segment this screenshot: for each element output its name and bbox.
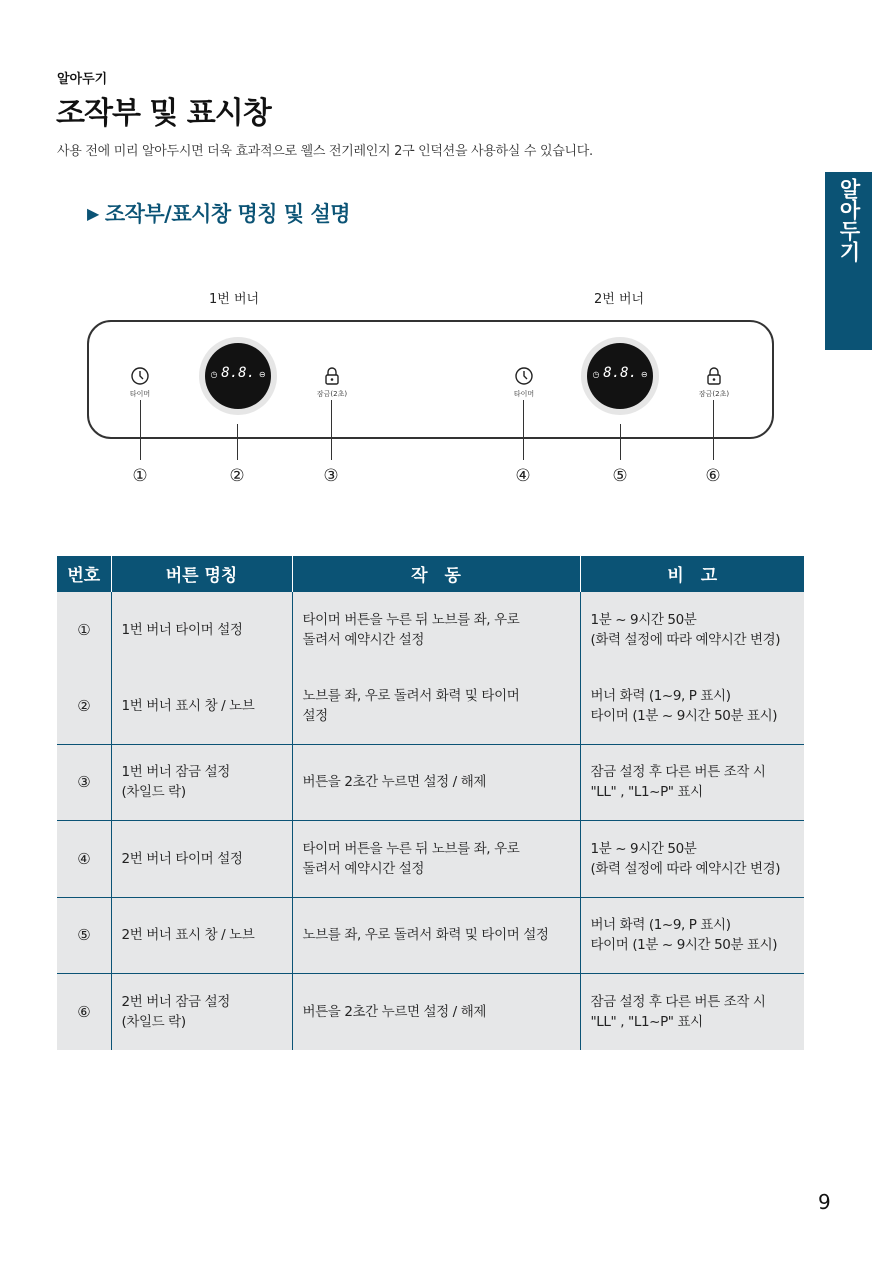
row-number: ⑥ xyxy=(57,974,111,1051)
header-note: 비 고 xyxy=(580,556,804,591)
row-name: 2번 버너 표시 창 / 노브 xyxy=(111,897,292,974)
control-panel-diagram xyxy=(87,320,774,439)
row-action: 타이머 버튼을 누른 뒤 노브를 좌, 우로 돌려서 예약시간 설정 xyxy=(292,821,580,898)
table-row xyxy=(57,668,804,745)
marker-6: ⑥ xyxy=(705,466,721,486)
display-digits: 8.8. xyxy=(603,365,637,381)
leader-line xyxy=(237,424,238,460)
row-name: 1번 버너 잠금 설정 (차일드 락) xyxy=(111,744,292,821)
row-note: 버너 화력 (1~9, P 표시) 타이머 (1분 ~ 9시간 50분 표시) xyxy=(580,897,804,974)
row-number: ③ xyxy=(57,744,111,821)
marker-3: ③ xyxy=(323,466,339,486)
table-row xyxy=(57,744,804,821)
triangle-bullet-icon: ▶ xyxy=(87,204,99,223)
row-action: 노브를 좌, 우로 돌려서 화력 및 타이머 설정 xyxy=(292,668,580,745)
display-clock-icon: ◷ xyxy=(592,370,600,379)
row-name: 2번 버너 잠금 설정 (차일드 락) xyxy=(111,974,292,1051)
table-row xyxy=(57,974,804,1051)
section-kicker: 알아두기 xyxy=(57,72,108,87)
row-action: 버튼을 2초간 누르면 설정 / 해제 xyxy=(292,744,580,821)
lock-icon xyxy=(703,365,725,387)
marker-2: ② xyxy=(229,466,245,486)
leader-line xyxy=(140,400,141,460)
burner-2-label: 2번 버너 xyxy=(594,292,645,307)
display-lock-icon: ⊖ xyxy=(258,370,266,379)
timer-clock-icon xyxy=(513,365,535,387)
row-number: ④ xyxy=(57,821,111,898)
lock-icon xyxy=(321,365,343,387)
page-title: 조작부 및 표시창 xyxy=(56,96,271,131)
timer-caption: 타이머 xyxy=(513,390,535,398)
row-number: ① xyxy=(57,591,111,668)
row-note: 버너 화력 (1~9, P 표시) 타이머 (1분 ~ 9시간 50분 표시) xyxy=(580,668,804,745)
row-action: 노브를 좌, 우로 돌려서 화력 및 타이머 설정 xyxy=(292,897,580,974)
marker-4: ④ xyxy=(515,466,531,486)
row-name: 1번 버너 표시 창 / 노브 xyxy=(111,668,292,745)
row-note: 잠금 설정 후 다른 버튼 조작 시 "LL" , "L1~P" 표시 xyxy=(580,974,804,1051)
display-clock-icon: ◷ xyxy=(210,370,218,379)
marker-5: ⑤ xyxy=(612,466,628,486)
burner-1-label: 1번 버너 xyxy=(209,292,260,307)
row-name: 1번 버너 타이머 설정 xyxy=(111,591,292,668)
table-row xyxy=(57,821,804,898)
header-button-name: 버튼 명칭 xyxy=(111,556,292,591)
lock-caption: 잠금(2초) xyxy=(698,390,730,398)
section-title xyxy=(87,198,350,228)
timer-caption: 타이머 xyxy=(129,390,151,398)
table-row xyxy=(57,897,804,974)
timer-clock-icon xyxy=(129,365,151,387)
table-row xyxy=(57,591,804,668)
row-action: 버튼을 2초간 누르면 설정 / 해제 xyxy=(292,974,580,1051)
burner-1-display xyxy=(205,365,271,381)
lock-caption: 잠금(2초) xyxy=(316,390,348,398)
display-digits: 8.8. xyxy=(221,365,255,381)
header-number: 번호 xyxy=(57,556,111,591)
row-note: 1분 ~ 9시간 50분 (화력 설정에 따라 예약시간 변경) xyxy=(580,821,804,898)
row-name: 2번 버너 타이머 설정 xyxy=(111,821,292,898)
row-number: ② xyxy=(57,668,111,745)
burner-2-display xyxy=(587,365,653,381)
table-header-row xyxy=(57,556,804,591)
side-tab-label: 알아두기 xyxy=(837,178,861,262)
marker-1: ① xyxy=(132,466,148,486)
row-note: 잠금 설정 후 다른 버튼 조작 시 "LL" , "L1~P" 표시 xyxy=(580,744,804,821)
row-action: 타이머 버튼을 누른 뒤 노브를 좌, 우로 돌려서 예약시간 설정 xyxy=(292,591,580,668)
leader-line xyxy=(713,400,714,460)
leader-line xyxy=(620,424,621,460)
row-number: ⑤ xyxy=(57,897,111,974)
intro-text: 사용 전에 미리 알아두시면 더욱 효과적으로 웰스 전기레인지 2구 인덕션을 사용하실 수 있습니다. xyxy=(57,144,593,159)
burner-1-knob xyxy=(199,337,277,415)
header-action: 작 동 xyxy=(292,556,580,591)
display-lock-icon: ⊖ xyxy=(640,370,648,379)
section-title-text: 조작부/표시창 명칭 및 설명 xyxy=(104,202,351,226)
leader-line xyxy=(523,400,524,460)
burner-2-knob xyxy=(581,337,659,415)
row-note: 1분 ~ 9시간 50분 (화력 설정에 따라 예약시간 변경) xyxy=(580,591,804,668)
button-description-table xyxy=(57,556,804,1050)
page-number: 9 xyxy=(818,1190,831,1214)
leader-line xyxy=(331,400,332,460)
